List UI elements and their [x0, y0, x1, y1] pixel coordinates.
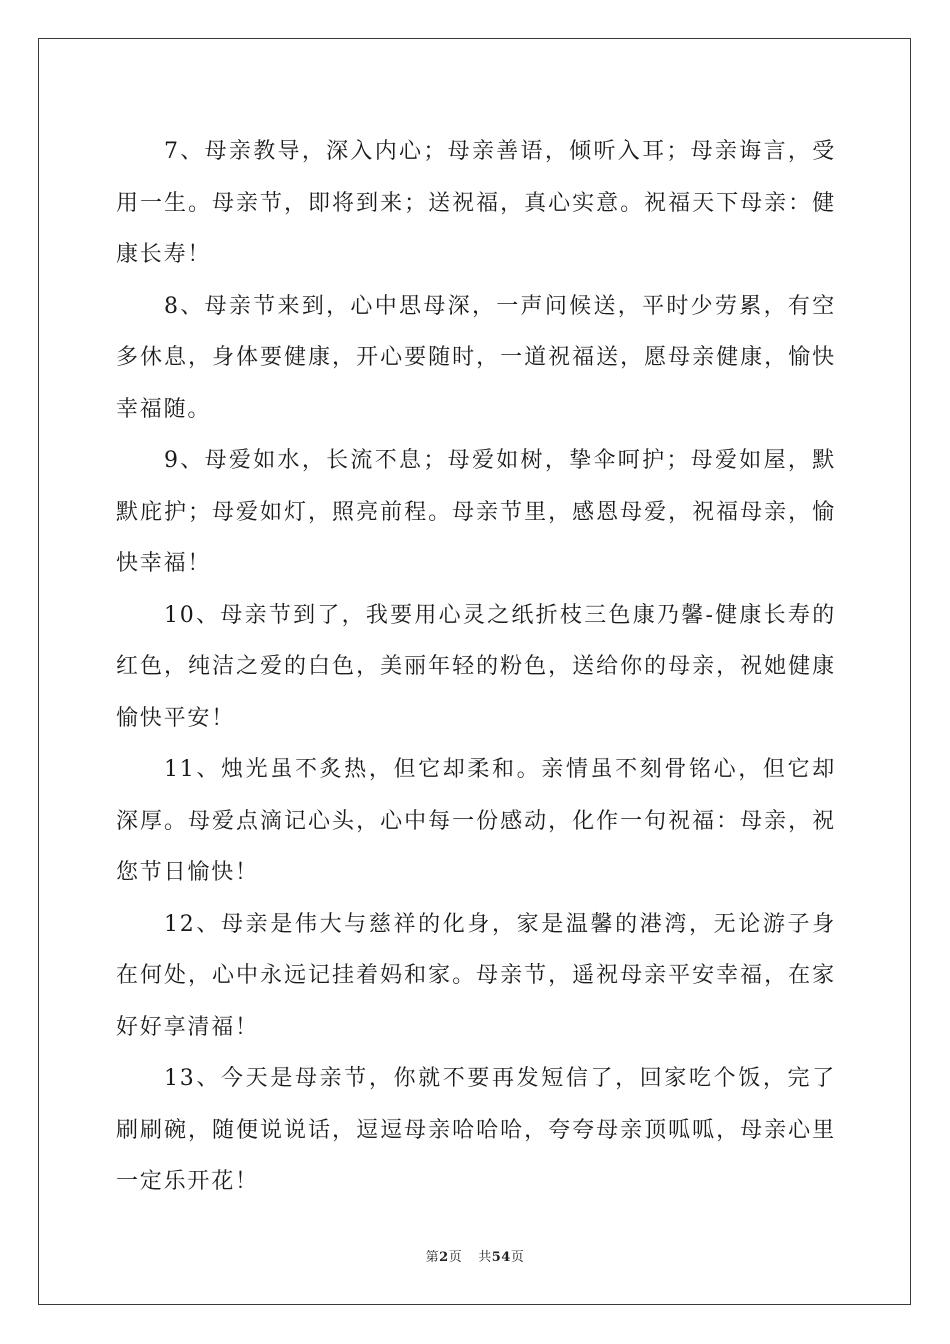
page-footer	[0, 1246, 950, 1265]
paragraph-13: 13、今天是母亲节，你就不要再发短信了，回家吃个饭，完了刷刷碗，随便说说话，逗逗母亲哈哈哈，夸夸母亲顶呱呱，母亲心里一定乐开花！	[116, 1066, 836, 1194]
total-suffix: 页	[510, 1250, 525, 1265]
page-suffix: 页	[448, 1250, 463, 1265]
document-body	[116, 126, 836, 1208]
paragraph-7: 7、母亲教导，深入内心；母亲善语，倾听入耳；母亲诲言，受用一生。母亲节，即将到来；送祝福，真心实意。祝福天下母亲：健康长寿！	[116, 139, 836, 267]
paragraph-10: 10、母亲节到了，我要用心灵之纸折枝三色康乃馨-健康长寿的红色，纯洁之爱的白色，美丽年轻的粉色，送给你的母亲，祝她健康愉快平安！	[116, 602, 836, 731]
total-prefix: 共	[478, 1250, 492, 1265]
page-number: 2	[439, 1250, 449, 1265]
paragraph-8: 8、母亲节来到，心中思母深，一声问候送，平时少劳累，有空多休息，身体要健康，开心要随时，一道祝福送，愿母亲健康，愉快幸福随。	[116, 293, 836, 422]
paragraph-11: 11、烛光虽不炙热，但它却柔和。亲情虽不刻骨铭心，但它却深厚。母爱点滴记心头，心中每一份感动，化作一句祝福：母亲，祝您节日愉快！	[116, 757, 836, 885]
total-pages: 54	[491, 1250, 511, 1265]
page-prefix: 第	[425, 1250, 440, 1265]
paragraph-12: 12、母亲是伟大与慈祥的化身，家是温馨的港湾，无论游子身在何处，心中永远记挂着妈和家。母亲节，遥祝母亲平安幸福，在家好好享清福！	[116, 911, 836, 1040]
paragraph-9: 9、母爱如水，长流不息；母爱如树，挚伞呵护；母爱如屋，默默庇护；母爱如灯，照亮前程。母亲节里，感恩母爱，祝福母亲，愉快幸福！	[116, 448, 836, 576]
